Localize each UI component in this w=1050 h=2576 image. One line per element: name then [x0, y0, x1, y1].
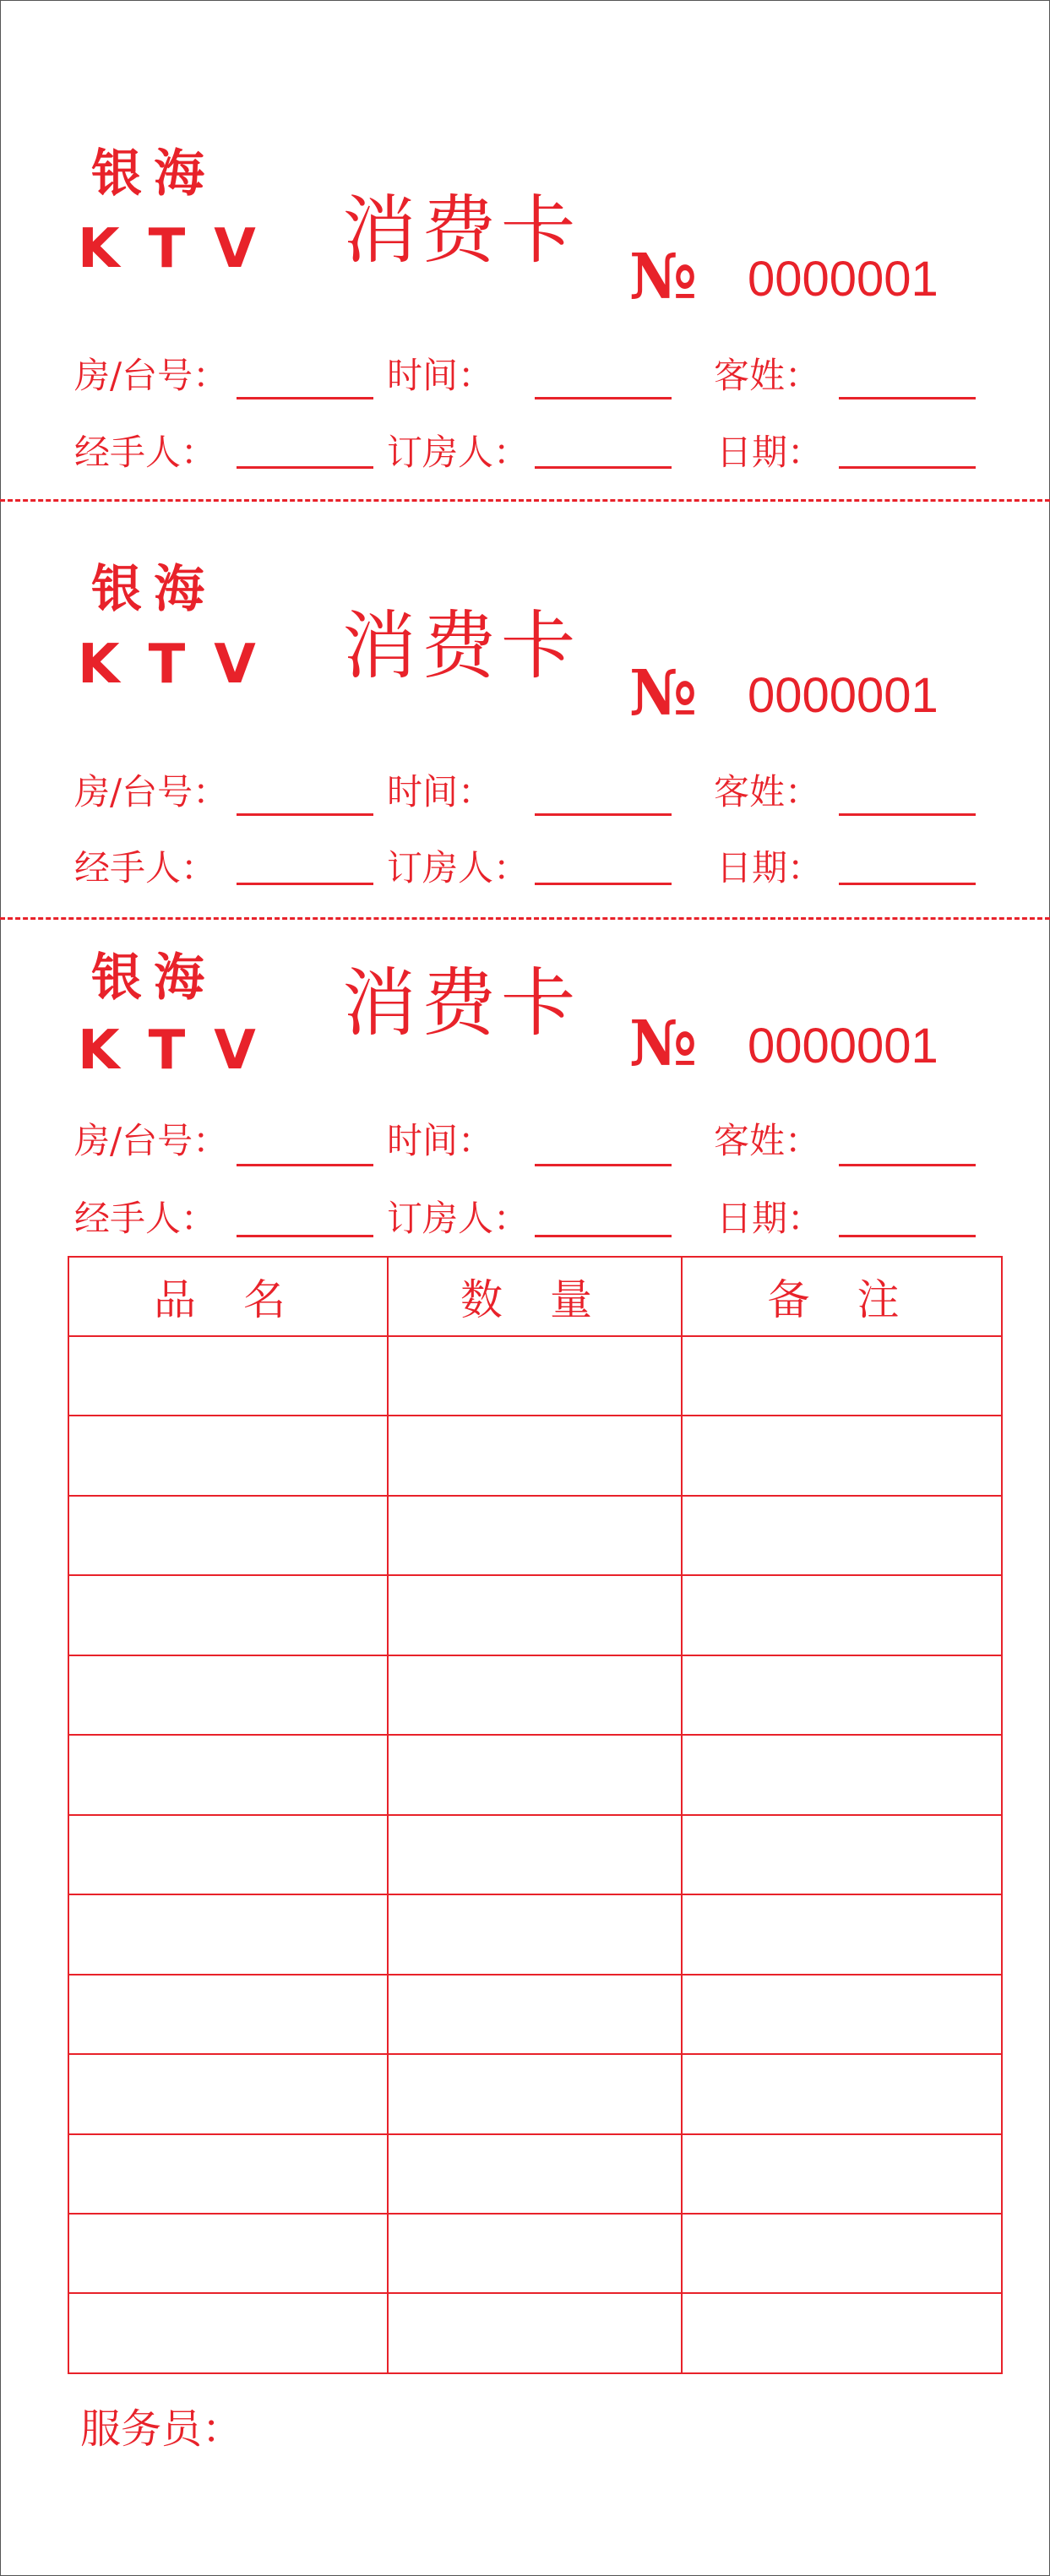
items-table: [68, 1256, 1003, 2374]
serial-number: 0000001: [748, 252, 938, 307]
table-row: [68, 1894, 1002, 1974]
quantity-cell: [388, 1496, 682, 1575]
booker-line: [535, 466, 672, 469]
card-title: 消费卡: [342, 959, 581, 1046]
quantity-cell: [388, 1655, 682, 1735]
item-name-cell: [68, 1815, 388, 1894]
number-symbol: №: [629, 657, 698, 730]
booker-label: 订房人：: [387, 1198, 530, 1239]
guest-name-line: [839, 1164, 976, 1166]
number-symbol: №: [629, 1008, 698, 1080]
brand-name-cn: 银海: [91, 560, 216, 619]
remarks-cell: [682, 1815, 1002, 1894]
quantity-cell: [388, 1735, 682, 1814]
date-line: [839, 466, 976, 469]
table-row: [68, 2054, 1002, 2133]
remarks-cell: [682, 2054, 1002, 2133]
item-name-cell: [68, 2293, 388, 2373]
brand-name-cn: 银海: [91, 948, 216, 1008]
table-row: [68, 1575, 1002, 1655]
column-header-remarks: 备 注: [682, 1257, 1002, 1336]
brand-name-cn: 银海: [91, 144, 216, 204]
quantity-cell: [388, 2134, 682, 2214]
date-label: 日期：: [716, 847, 824, 889]
guest-name-label: 客姓：: [714, 355, 821, 396]
time-line: [535, 1164, 672, 1166]
brand-name-en: KTV: [78, 633, 285, 696]
quantity-cell: [388, 1975, 682, 2054]
perforation-line-2: [0, 917, 1050, 920]
table-row: [68, 1416, 1002, 1495]
column-header-item-name: 品 名: [68, 1257, 388, 1336]
handler-line: [237, 466, 373, 469]
card-title: 消费卡: [342, 602, 581, 689]
brand-name-en: KTV: [78, 218, 285, 280]
table-header-row: [68, 1257, 1002, 1336]
card-title: 消费卡: [342, 187, 581, 274]
remarks-cell: [682, 1496, 1002, 1575]
handler-label: 经手人：: [74, 1198, 217, 1239]
quantity-cell: [388, 1815, 682, 1894]
item-name-cell: [68, 2134, 388, 2214]
room-table-line: [237, 813, 373, 816]
item-name-cell: [68, 1496, 388, 1575]
room-table-line: [237, 397, 373, 399]
date-label: 日期：: [716, 432, 824, 473]
time-label: 时间：: [387, 771, 494, 812]
time-label: 时间：: [387, 355, 494, 396]
quantity-cell: [388, 1575, 682, 1655]
table-row: [68, 1336, 1002, 1416]
guest-name-label: 客姓：: [714, 771, 821, 812]
item-name-cell: [68, 1416, 388, 1495]
booker-label: 订房人：: [387, 432, 530, 473]
table-row: [68, 1655, 1002, 1735]
remarks-cell: [682, 1655, 1002, 1735]
item-name-cell: [68, 2054, 388, 2133]
table-row: [68, 1815, 1002, 1894]
room-table-label: 房/台号：: [74, 771, 229, 812]
quantity-cell: [388, 1894, 682, 1974]
serial-number: 0000001: [748, 1019, 938, 1073]
quantity-cell: [388, 2214, 682, 2293]
item-name-cell: [68, 1575, 388, 1655]
handler-line: [237, 883, 373, 885]
item-name-cell: [68, 2214, 388, 2293]
item-name-cell: [68, 1655, 388, 1735]
guest-name-label: 客姓：: [714, 1120, 821, 1161]
brand-name-en: KTV: [78, 1019, 285, 1082]
remarks-cell: [682, 2134, 1002, 2214]
table-row: [68, 2134, 1002, 2214]
table-row: [68, 2293, 1002, 2373]
remarks-cell: [682, 2293, 1002, 2373]
remarks-cell: [682, 1336, 1002, 1416]
quantity-cell: [388, 2293, 682, 2373]
room-table-line: [237, 1164, 373, 1166]
time-line: [535, 813, 672, 816]
remarks-cell: [682, 2214, 1002, 2293]
room-table-label: 房/台号：: [74, 1120, 229, 1161]
remarks-cell: [682, 1894, 1002, 1974]
quantity-cell: [388, 1416, 682, 1495]
remarks-cell: [682, 1975, 1002, 2054]
guest-name-line: [839, 813, 976, 816]
date-label: 日期：: [716, 1198, 824, 1239]
time-label: 时间：: [387, 1120, 494, 1161]
perforation-line-1: [0, 499, 1050, 502]
quantity-cell: [388, 2054, 682, 2133]
table-row: [68, 1975, 1002, 2054]
item-name-cell: [68, 1336, 388, 1416]
booker-label: 订房人：: [387, 847, 530, 889]
guest-name-line: [839, 397, 976, 399]
remarks-cell: [682, 1416, 1002, 1495]
number-symbol: №: [629, 241, 698, 313]
items-table-body: [68, 1336, 1002, 2373]
table-row: [68, 1735, 1002, 1814]
remarks-cell: [682, 1575, 1002, 1655]
remarks-cell: [682, 1735, 1002, 1814]
handler-label: 经手人：: [74, 847, 217, 889]
date-line: [839, 1235, 976, 1237]
room-table-label: 房/台号：: [74, 355, 229, 396]
time-line: [535, 397, 672, 399]
handler-line: [237, 1235, 373, 1237]
quantity-cell: [388, 1336, 682, 1416]
servicer-label: 服务员：: [80, 2405, 243, 2453]
booker-line: [535, 1235, 672, 1237]
item-name-cell: [68, 1975, 388, 2054]
column-header-quantity: 数 量: [388, 1257, 682, 1336]
item-name-cell: [68, 1735, 388, 1814]
booker-line: [535, 883, 672, 885]
date-line: [839, 883, 976, 885]
item-name-cell: [68, 1894, 388, 1974]
table-row: [68, 1496, 1002, 1575]
serial-number: 0000001: [748, 668, 938, 723]
table-row: [68, 2214, 1002, 2293]
handler-label: 经手人：: [74, 432, 217, 473]
